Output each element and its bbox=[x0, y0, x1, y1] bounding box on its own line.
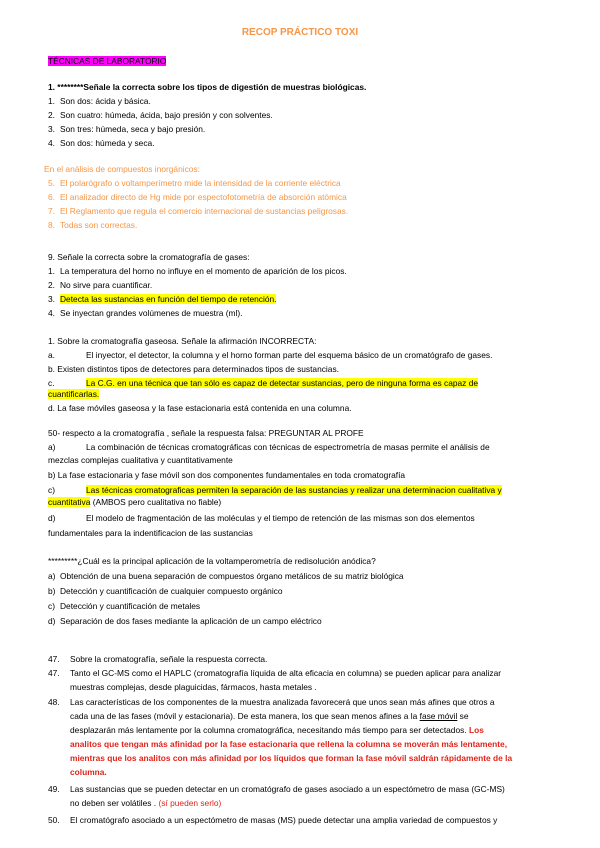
q4-option-a-text: El inyector, el detector, la columna y el horno forman parte del esquema básico de un cromatógrafo de gases. bbox=[86, 350, 493, 360]
q5-option-d bbox=[48, 513, 548, 524]
q7-item-49-text-2-red: (sí pueden serlo) bbox=[156, 798, 222, 808]
q3-option-4 bbox=[48, 308, 548, 319]
q3-option-4-text: Se inyectan grandes volúmenes de muestra (ml). bbox=[60, 308, 243, 318]
q2-option-7-text: El Reglamento que regula el comercio internacional de sustancias peligrosas. bbox=[60, 206, 349, 216]
q1-option-3-text: Son tres: húmeda, seca y bajo presión. bbox=[60, 124, 206, 134]
q3-option-2-num: 2. bbox=[48, 280, 55, 290]
q2-option-7 bbox=[48, 206, 548, 217]
q1-option-2 bbox=[48, 110, 548, 121]
q7-item-47b bbox=[48, 668, 548, 679]
q4-option-d: d. La fase móviles gaseosa y la fase estacionaria está contenida en una columna. bbox=[48, 403, 352, 413]
q7-item-49-line2 bbox=[70, 798, 570, 809]
q6-option-c-text: Detección y cuantificación de metales bbox=[60, 601, 201, 611]
q7-item-48-num: 48. bbox=[48, 697, 60, 707]
q2-option-8-text: Todas son correctas. bbox=[60, 220, 138, 230]
q6-option-a-text: Obtención de una buena separación de compuestos órgano metálicos de su matriz biológica bbox=[60, 571, 404, 581]
q5-option-a-label: a) bbox=[48, 442, 56, 452]
q6-option-c bbox=[48, 601, 548, 612]
q5-option-b: b) La fase estacionaria y fase móvil son dos componentes fundamentales en toda cromatografía bbox=[48, 470, 406, 480]
q5-option-c-text-1: Las técnicas cromatograficas permiten la separación de las sustancias y realizar una determinacion cualitativa y bbox=[86, 485, 502, 495]
q7-item-48-text-3: desplazarán más lentamente por la columna cromatográfica, necesitando más tiempo para ser detectados. bbox=[70, 725, 467, 735]
q1-option-4-text: Son dos: húmeda y seca. bbox=[60, 138, 155, 148]
q4-question: 1. Sobre la cromatografía gaseosa. Señale la afirmación INCORRECTA: bbox=[48, 336, 317, 346]
q6-option-d bbox=[48, 616, 548, 627]
q7-item-48-line5: mientras que los analitos con más afinidad por los líquidos que forman la fase móvil saldrán rápidamente de la bbox=[70, 753, 513, 763]
q7-item-49-num: 49. bbox=[48, 784, 60, 794]
q7-item-48-text-2-end: se bbox=[457, 711, 469, 721]
q1-option-4-num: 4. bbox=[48, 138, 55, 148]
q4-option-a-label: a. bbox=[48, 350, 55, 360]
q7-item-48 bbox=[48, 697, 548, 708]
q7-item-47 bbox=[48, 654, 548, 665]
q5-option-c-cont bbox=[48, 497, 548, 508]
q7-item-48-line6: columna. bbox=[70, 767, 107, 777]
q1-option-3 bbox=[48, 124, 548, 135]
q6-option-a-num: a) bbox=[48, 571, 56, 581]
q2-option-7-num: 7. bbox=[48, 206, 55, 216]
q2-option-5-text: El polarógrafo o voltamperímetro mide la intensidad de la corriente eléctrica bbox=[60, 178, 341, 188]
q7-item-48-underlined: fase móvil bbox=[419, 711, 458, 721]
page-title: RECOP PRÁCTICO TOXI bbox=[241, 27, 359, 38]
q4-option-c-cont bbox=[48, 389, 548, 400]
q1-option-1-text: Son dos: ácida y básica. bbox=[60, 96, 151, 106]
q2-option-8-num: 8. bbox=[48, 220, 55, 230]
q2-option-5-num: 5. bbox=[48, 178, 55, 188]
q4-option-a bbox=[48, 350, 548, 361]
q2-option-5 bbox=[48, 178, 548, 189]
section-heading bbox=[48, 56, 548, 67]
q5-option-c-label: c) bbox=[48, 485, 55, 495]
q6-option-b bbox=[48, 586, 548, 597]
q7-item-48-text-2: cada una de las fases (móvil y estacionaria). De esta manera, los que sean menos afines a la bbox=[70, 711, 418, 721]
q2-option-6-text: El analizador directo de Hg mide por espectofotometría de absorción atómica bbox=[60, 192, 347, 202]
q4-option-c bbox=[48, 378, 548, 389]
q5-option-c bbox=[48, 485, 548, 496]
q1-option-2-text: Son cuatro: húmeda, ácida, bajo presión y con solventes. bbox=[60, 110, 273, 120]
q6-option-b-num: b) bbox=[48, 586, 56, 596]
q7-item-50-text: El cromatógrafo asociado a un espectómetro de masas (MS) puede detectar una amplia variedad de compuestos y bbox=[70, 815, 498, 825]
section-heading-text: TÉCNICAS DE LABORATORIO bbox=[48, 56, 167, 66]
q7-item-48-line3 bbox=[70, 725, 570, 736]
q6-option-c-num: c) bbox=[48, 601, 55, 611]
q2-option-6 bbox=[48, 192, 548, 203]
q4-option-c-label: c. bbox=[48, 378, 55, 388]
q6-option-d-text: Separación de dos fases mediante la aplicación de un campo eléctrico bbox=[60, 616, 322, 626]
q4-option-c-text-1: La C.G. en una técnica que tan sólo es capaz de detectar sustancias, pero de ninguna forma es capaz de bbox=[86, 378, 479, 388]
q5-option-c-note: (AMBOS pero cualitativa no fiable) bbox=[90, 497, 222, 507]
q5-option-d-text-1: El modelo de fragmentación de las moléculas y el tiempo de retención de las mismas son dos elementos bbox=[86, 513, 475, 523]
q3-question: 9. Señale la correcta sobre la cromatografía de gases: bbox=[48, 252, 250, 262]
q4-option-c-text-2: cuantificarlas. bbox=[48, 389, 100, 399]
q7-item-48-line4: analitos que tengan más afinidad por la fase estacionaria que rellena la columna se moverán más lentamente, bbox=[70, 739, 508, 749]
q7-item-50 bbox=[48, 815, 548, 826]
q7-item-48-text-3-red: Los bbox=[466, 725, 484, 735]
q7-item-48-text-1: Las características de los componentes de la muestra analizada favorecerá que unos sean más afines que otros a bbox=[70, 697, 495, 707]
q1-option-4 bbox=[48, 138, 548, 149]
q1-option-3-num: 3. bbox=[48, 124, 55, 134]
q7-item-50-num: 50. bbox=[48, 815, 60, 825]
q2-option-8 bbox=[48, 220, 548, 231]
q1-option-1 bbox=[48, 96, 548, 107]
q5-option-a-text-1: La combinación de técnicas cromatográficas con técnicas de espectrometría de masas permite el análisis de bbox=[86, 442, 490, 452]
q7-item-47-text: Sobre la cromatografía, señale la respuesta correcta. bbox=[70, 654, 268, 664]
q1-option-1-num: 1. bbox=[48, 96, 55, 106]
q6-question: *********¿Cuál es la principal aplicación de la voltamperometría de redisolución anódica? bbox=[48, 556, 376, 566]
q7-item-47b-num: 47. bbox=[48, 668, 60, 678]
q6-option-a bbox=[48, 571, 548, 582]
q7-item-49-text-1: Las sustancias que se pueden detectar en un cromatógrafo de gases asociado a un espectómetro de masa (GC-MS) bbox=[70, 784, 505, 794]
q2-question: En el análisis de compuestos inorgánicos: bbox=[44, 164, 200, 174]
q5-option-a-cont: mezclas complejas cualitativa y cuantitativamente bbox=[48, 455, 233, 465]
q5-option-d-label: d) bbox=[48, 513, 56, 523]
q3-option-3-num: 3. bbox=[48, 294, 55, 304]
q3-option-3-text: Detecta las sustancias en función del tiempo de retención. bbox=[60, 294, 277, 304]
q7-item-49 bbox=[48, 784, 548, 795]
q7-item-47-num: 47. bbox=[48, 654, 60, 664]
q7-item-47b-cont: muestras complejas, desde plaguicidas, fármacos, hasta metales . bbox=[70, 682, 317, 692]
q3-option-3 bbox=[48, 294, 548, 305]
q3-option-1-num: 1. bbox=[48, 266, 55, 276]
q7-item-48-line2 bbox=[70, 711, 570, 722]
q3-option-1-text: La temperatura del horno no influye en el momento de aparición de los picos. bbox=[60, 266, 347, 276]
q3-option-2 bbox=[48, 280, 548, 291]
q5-question: 50- respecto a la cromatografía , señale la respuesta falsa: PREGUNTAR AL PROFE bbox=[48, 428, 364, 438]
q1-question: 1. ********Señale la correcta sobre los tipos de digestión de muestras biológicas. bbox=[48, 82, 367, 92]
q2-option-6-num: 6. bbox=[48, 192, 55, 202]
q7-item-47b-text-1: Tanto el GC-MS como el HAPLC (cromatografía líquida de alta eficacia en columna) se pueden aplicar para analizar bbox=[70, 668, 502, 678]
q1-option-2-num: 2. bbox=[48, 110, 55, 120]
q3-option-1 bbox=[48, 266, 548, 277]
q5-option-c-text-2: cuantitativa bbox=[48, 497, 91, 507]
q3-option-4-num: 4. bbox=[48, 308, 55, 318]
q3-option-2-text: No sirve para cuantificar. bbox=[60, 280, 153, 290]
q4-option-b: b. Existen distintos tipos de detectores para determinados tipos de sustancias. bbox=[48, 364, 339, 374]
q5-option-d-cont: fundamentales para la indentificacion de las sustancias bbox=[48, 528, 253, 538]
q6-option-b-text: Detección y cuantificación de cualquier compuesto orgánico bbox=[60, 586, 283, 596]
q6-option-d-num: d) bbox=[48, 616, 56, 626]
q5-option-a bbox=[48, 442, 548, 453]
q7-item-49-text-2: no deben ser volátiles . bbox=[70, 798, 157, 808]
